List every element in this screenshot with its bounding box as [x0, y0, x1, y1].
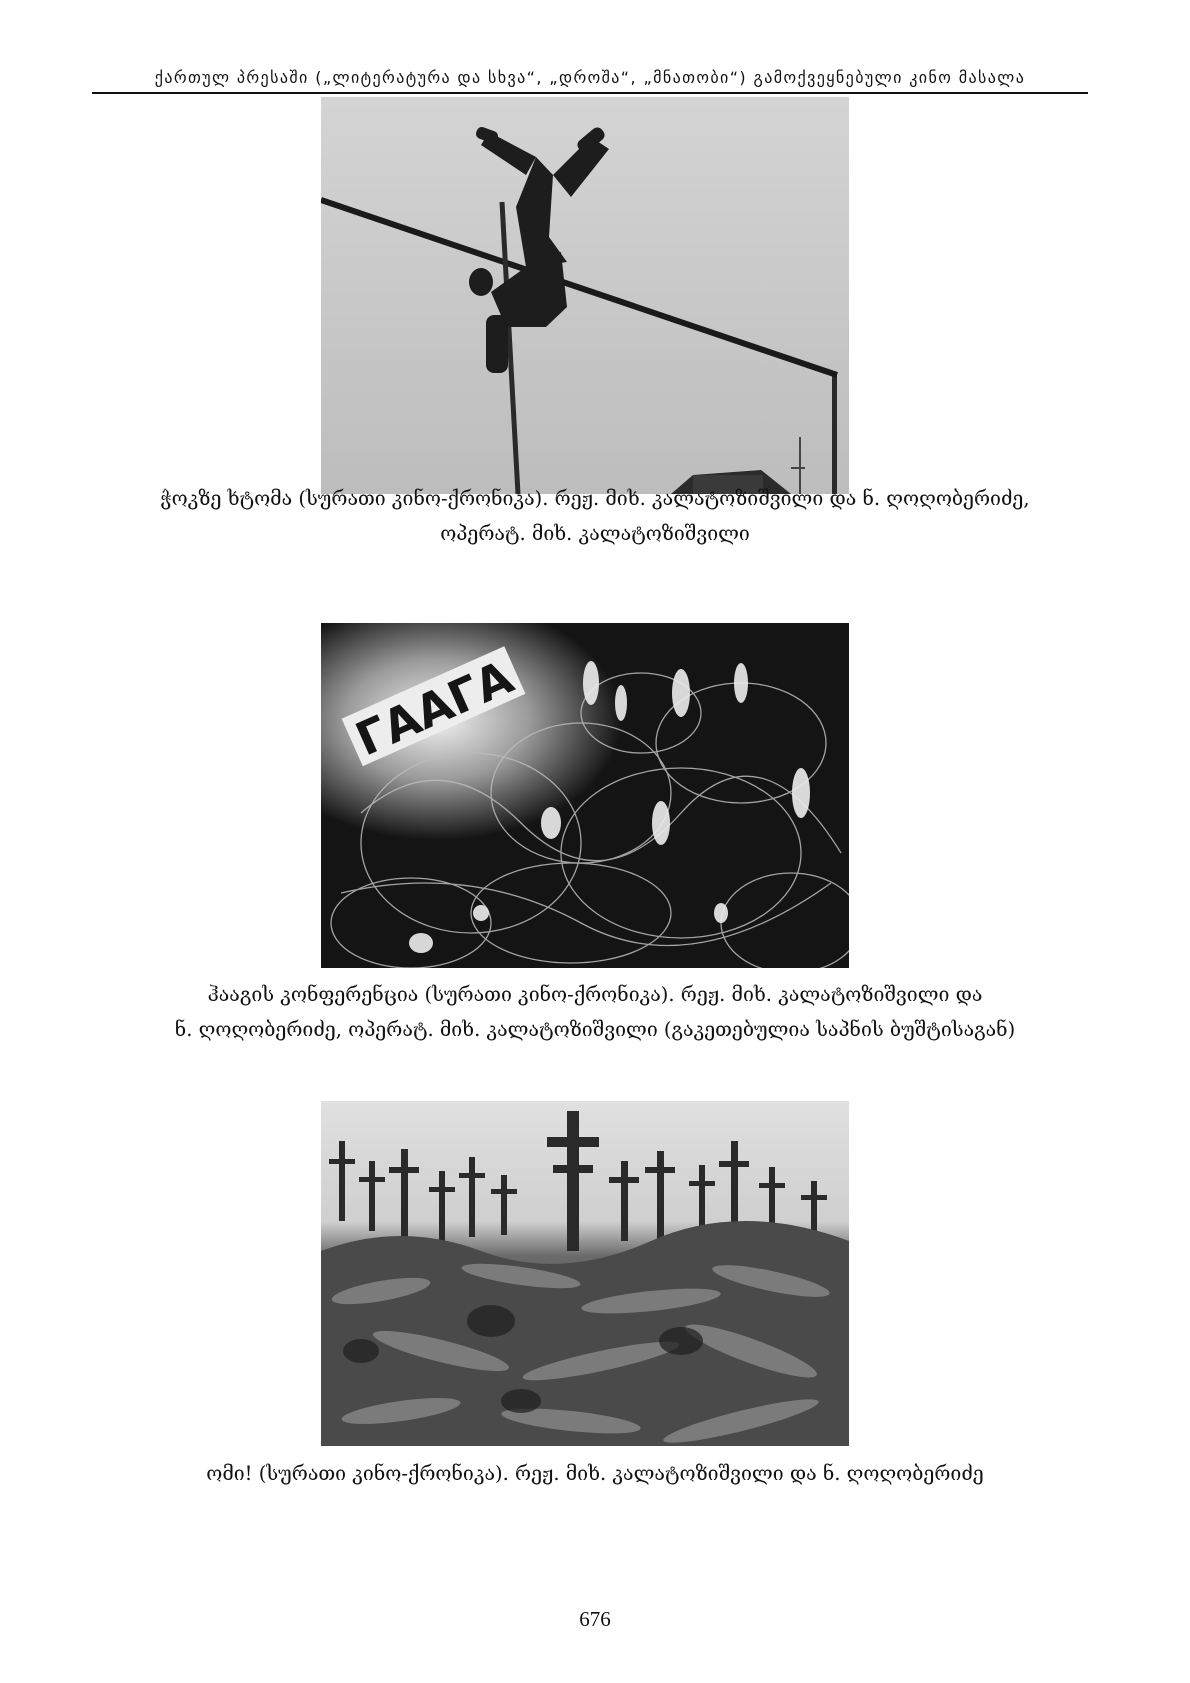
caption-line: ჰააგის კონფერენცია (სურათი კინო-ქრონიკა). რეჟ. მიხ. კალატოზიშვილი და — [207, 983, 983, 1006]
caption-pole-vault — [100, 481, 1090, 551]
photo-pole-vault — [321, 97, 849, 494]
caption-line: ჭოკზე ხტომა (სურათი კინო-ქრონიკა). რეჟ. მიხ. კალატოზიშვილი და ნ. ღოღობერიძე, — [160, 487, 1030, 510]
caption-line: ომი! (სურათი კინო-ქრონიკა). რეჟ. მიხ. კალატოზიშვილი და ნ. ღოღობერიძე — [206, 1462, 984, 1485]
page-number: 676 — [579, 1607, 611, 1631]
caption-hague-conference — [100, 977, 1090, 1047]
sign-text: ГААГА — [347, 649, 521, 767]
running-header: ქართულ პრესაში („ლიტერატურა და სხვა“, „დროშა“, „მნათობი“) გამოქვეყნებული კინო მასალა — [92, 66, 1088, 94]
photo-hague-conference — [321, 623, 849, 968]
photo-war — [321, 1101, 849, 1446]
caption-line: ნ. ღოღობერიძე, ოპერატ. მიხ. კალატოზიშვილი (გაკეთებულია საპნის ბუშტისაგან) — [174, 1018, 1016, 1041]
caption-war — [100, 1456, 1090, 1491]
caption-line: ოპერატ. მიხ. კალატოზიშვილი — [440, 522, 750, 545]
